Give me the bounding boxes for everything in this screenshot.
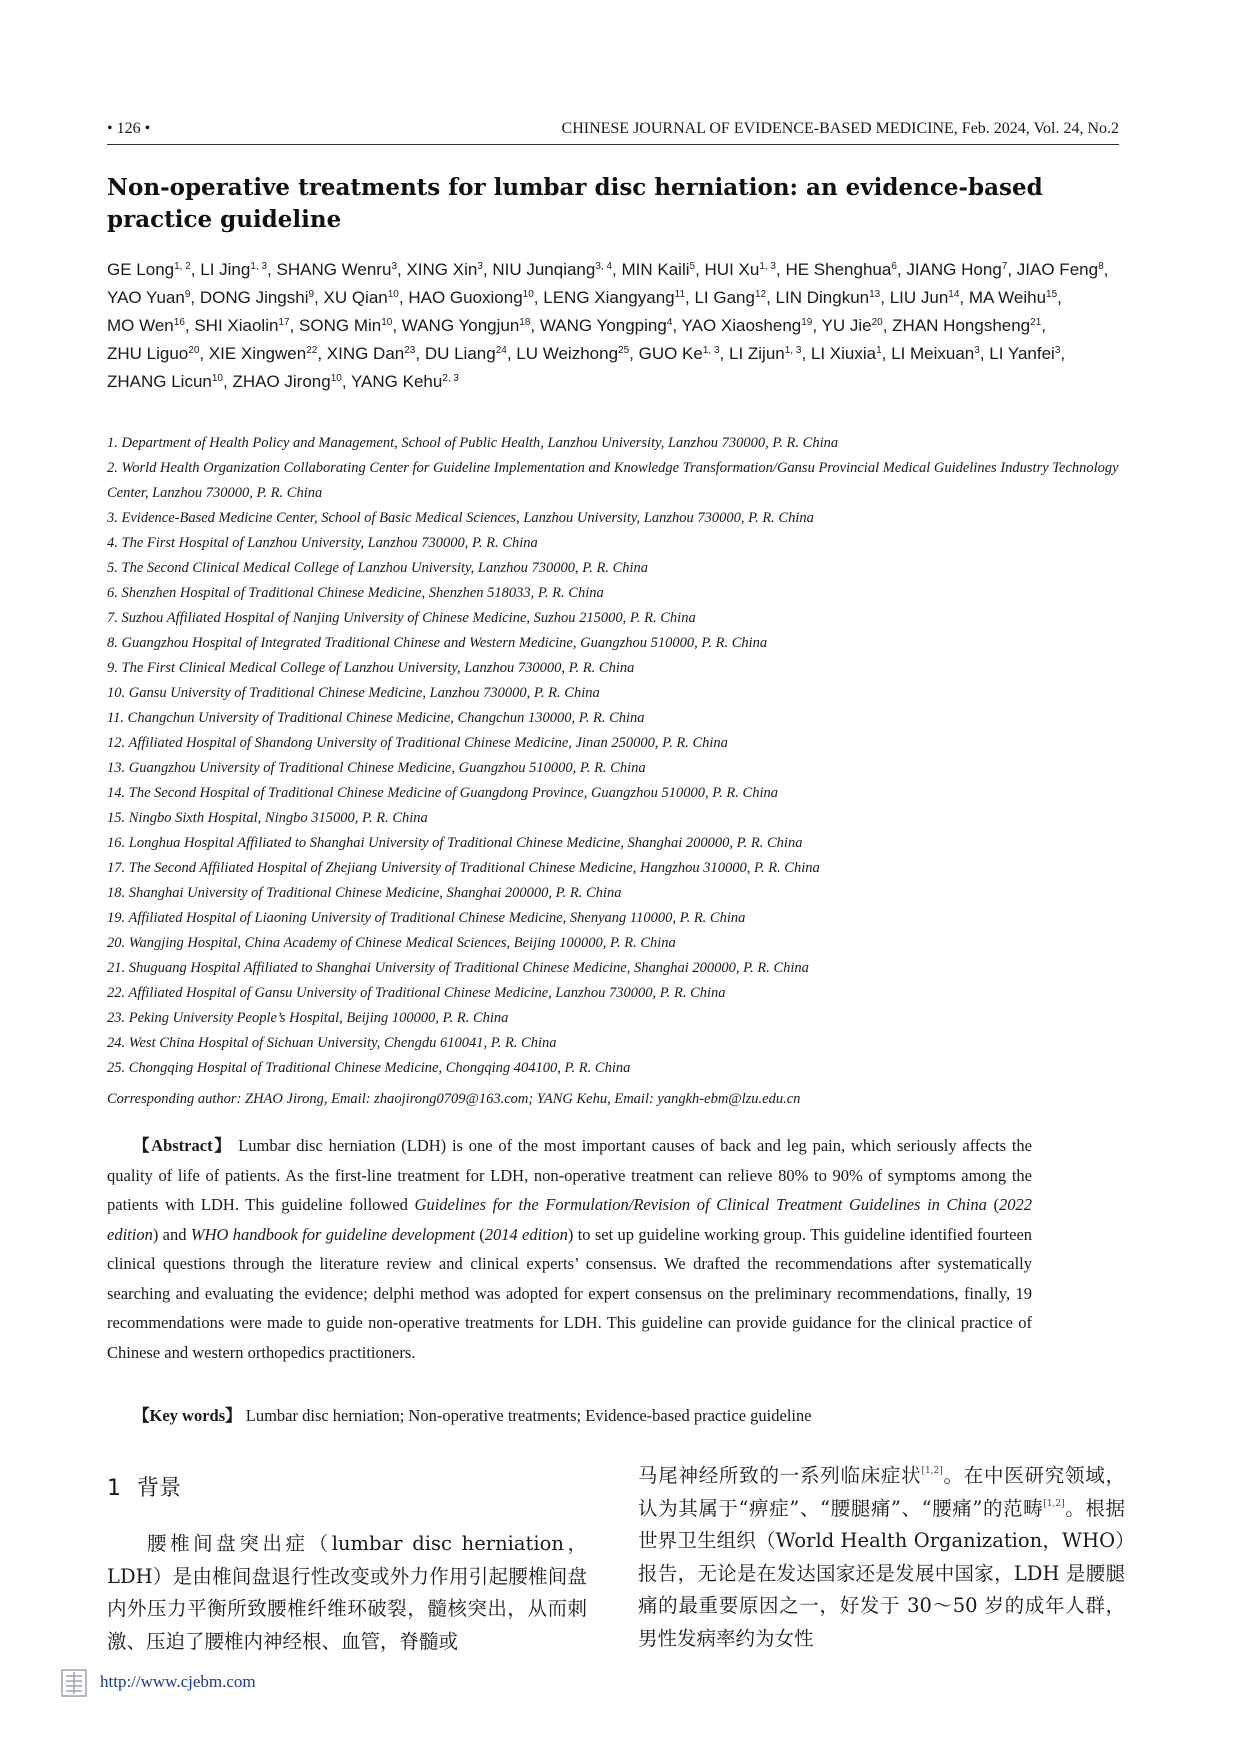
author-list: GE Long$^{1, 2}$, LI Jing$^{1, 3}$, SHANG Wenru$^3$, XING Xin$^3$, NIU Junqiang$^{3, 4}$, MIN Kaili$^5$, HUI Xu$^{1, 3}$, HE Shenghua$^6$, JIANG Hong$^7$, JIAO Feng$^8$, YAO Yuan$^9$, DONG Jingshi$^9$, XU Qian$^{10}$, HAO Guoxiong$^{10}$, LENG Xiangyang$^{11}$, LI Gang$^{12}$, LIN Dingkun$^{13}$, LIU Jun$^{14}$, MA Weihu$^{15}$, MO Wen$^{16}$, SHI Xiaolin$^{17}$, SONG Min$^{10}$, WANG Yongjun$^{18}$, WANG Yongping$^4$, YAO Xiaosheng$^{19}$, YU Jie$^{20}$, ZHAN Hongsheng$^{21}$, ZHU Liguo$^{20}$, XIE Xingwen$^{22}$, XING Dan$^{23}$, DU Liang$^{24}$, LU Weizhong$^{25}$, GUO Ke$^{1, 3}$, LI Zijun$^{1, 3}$, LI Xiuxia$^1$, LI Meixuan$^3$, LI Yanfei$^3$, ZHANG Licun$^{10}$, ZHAO Jirong$^{10}$, YANG Kehu$^{2, 3}$ bbox=[107, 260, 1109, 391]
journal-logo-icon bbox=[60, 1668, 88, 1698]
author-name: NIU Junqiang bbox=[492, 260, 596, 279]
author-affiliation-marker: 16 bbox=[173, 317, 185, 328]
author-name: LI Jing bbox=[200, 260, 251, 279]
affiliation-item: 1. Department of Health Policy and Management, School of Public Health, Lanzhou University, Lanzhou 730000, P. R. China bbox=[107, 435, 839, 451]
author-affiliation-marker: 18 bbox=[519, 317, 531, 328]
author-affiliation-marker: 19 bbox=[801, 317, 813, 328]
page-footer bbox=[60, 1668, 360, 1700]
author bbox=[107, 288, 190, 307]
author-name: SHI Xiaolin bbox=[194, 316, 279, 335]
affiliation-item: 10. Gansu University of Traditional Chinese Medicine, Lanzhou 730000, P. R. China bbox=[107, 685, 600, 701]
author-affiliation-marker: 3 bbox=[1054, 345, 1061, 356]
abstract-italic-edition-2: 2014 edition bbox=[484, 1224, 568, 1244]
author bbox=[408, 288, 533, 307]
author bbox=[621, 260, 695, 279]
author bbox=[969, 288, 1057, 307]
abstract-text: Lumbar disc herniation (LDH) is one of the most important causes of back and leg pain, which seriously affects the quality of life of patients. As the first-line treatment for LDH, non-operative treatment can relieve 80% to 90% of symptoms among the patients with LDH. This guideline followed bbox=[107, 1136, 1032, 1214]
author-affiliation-marker: 2, 3 bbox=[442, 373, 459, 384]
author bbox=[406, 260, 482, 279]
body-text: 马尾神经所致的一系列临床症状 bbox=[638, 1464, 922, 1487]
author bbox=[200, 288, 314, 307]
section-title: 背景 bbox=[137, 1476, 182, 1501]
abstract-italic-title-2: WHO handbook for guideline development bbox=[190, 1224, 475, 1244]
author-name: YAO Xiaosheng bbox=[681, 316, 802, 335]
author-affiliation-marker: 1, 3 bbox=[759, 261, 776, 272]
affiliation-item: 14. The Second Hospital of Traditional Chinese Medicine of Guangdong Province, Guangzhou 510000, P. R. China bbox=[107, 785, 778, 801]
journal-url-link[interactable]: http://www.cjebm.com bbox=[100, 1672, 256, 1691]
corresponding-author: Corresponding author: ZHAO Jirong, Email: zhaojirong0709@163.com; YANG Kehu, Email: yangkh-ebm@lzu.edu.cn bbox=[107, 1091, 801, 1107]
author-name: LI Meixuan bbox=[891, 344, 975, 363]
author-affiliation-marker: 1, 2 bbox=[174, 261, 191, 272]
author-name: MIN Kaili bbox=[621, 260, 690, 279]
keywords-label: 【Key words】 bbox=[133, 1406, 242, 1425]
author-affiliation-marker: 15 bbox=[1046, 289, 1058, 300]
author bbox=[299, 316, 392, 335]
author-affiliation-marker: 1, 3 bbox=[702, 345, 720, 356]
author-name: ZHAO Jirong bbox=[232, 372, 331, 391]
affiliation-item: 11. Changchun University of Traditional Chinese Medicine, Changchun 130000, P. R. China bbox=[107, 710, 645, 726]
affiliation-item: 12. Affiliated Hospital of Shandong University of Traditional Chinese Medicine, Jinan 250000, P. R. China bbox=[107, 735, 728, 751]
author-name: DU Liang bbox=[424, 344, 496, 363]
author-name: HAO Guoxiong bbox=[408, 288, 523, 307]
author-affiliation-marker: 20 bbox=[188, 345, 200, 356]
section-number: 1 bbox=[107, 1476, 121, 1501]
author-name: YU Jie bbox=[821, 316, 872, 335]
journal-citation: CHINESE JOURNAL OF EVIDENCE-BASED MEDICINE, Feb. 2024, Vol. 24, No.2 bbox=[561, 120, 1119, 137]
author-affiliation-marker: 5 bbox=[689, 261, 696, 272]
author-affiliation-marker: 1, 3 bbox=[250, 261, 268, 272]
author-name: XING Xin bbox=[406, 260, 478, 279]
running-header bbox=[107, 118, 1119, 144]
author-affiliation-marker: 1, 3 bbox=[784, 345, 802, 356]
author-name: ZHAN Hongsheng bbox=[892, 316, 1031, 335]
author-name: YAO Yuan bbox=[107, 288, 185, 307]
author bbox=[890, 288, 960, 307]
citation[interactable]: [1,2] bbox=[1043, 1498, 1065, 1509]
body-right-column bbox=[638, 1460, 1125, 1655]
author bbox=[811, 344, 882, 363]
author-name: WANG Yongping bbox=[539, 316, 667, 335]
author-affiliation-marker: 3 bbox=[391, 261, 397, 272]
affiliation-item: 18. Shanghai University of Traditional Chinese Medicine, Shanghai 200000, P. R. China bbox=[107, 885, 622, 901]
author bbox=[822, 316, 883, 335]
affiliation-item: 6. Shenzhen Hospital of Traditional Chinese Medicine, Shenzhen 518033, P. R. China bbox=[107, 585, 604, 601]
affiliation-item: 20. Wangjing Hospital, China Academy of Chinese Medical Sciences, Beijing 100000, P. R. China bbox=[107, 935, 676, 951]
affiliation-list bbox=[107, 431, 1127, 1081]
affiliation-item: 25. Chongqing Hospital of Traditional Chinese Medicine, Chongqing 404100, P. R. China bbox=[107, 1060, 631, 1076]
author-affiliation-marker: 13 bbox=[869, 289, 881, 300]
author bbox=[107, 260, 191, 279]
author-name: LI Yanfei bbox=[989, 344, 1055, 363]
article-title: Non-operative treatments for lumbar disc herniation: an evidence-based practice guideline bbox=[107, 174, 1043, 233]
author-affiliation-marker: 9 bbox=[184, 289, 191, 300]
abstract bbox=[107, 1131, 1032, 1367]
author-name: XU Qian bbox=[323, 288, 388, 307]
author bbox=[425, 344, 507, 363]
author-affiliation-marker: 8 bbox=[1098, 261, 1104, 272]
author-name: SONG Min bbox=[299, 316, 382, 335]
author-name: LI Zijun bbox=[729, 344, 785, 363]
author-name: LENG Xiangyang bbox=[543, 288, 675, 307]
author-affiliation-marker: 6 bbox=[891, 261, 897, 272]
author bbox=[892, 316, 1041, 335]
author-affiliation-marker: 4 bbox=[666, 317, 673, 328]
author-affiliation-marker: 7 bbox=[1001, 261, 1008, 272]
author bbox=[540, 316, 673, 335]
author-affiliation-marker: 10 bbox=[522, 289, 534, 300]
author-name: GUO Ke bbox=[638, 344, 703, 363]
author-name: YANG Kehu bbox=[350, 372, 443, 391]
author-affiliation-marker: 10 bbox=[211, 373, 223, 384]
author-name: GE Long bbox=[107, 260, 175, 279]
author-name: MA Weihu bbox=[968, 288, 1047, 307]
affiliation-item: 17. The Second Affiliated Hospital of Zhejiang University of Traditional Chinese Medicine, Hangzhou 310000, P. R. China bbox=[107, 860, 820, 876]
author bbox=[107, 344, 199, 363]
affiliation-item: 15. Ningbo Sixth Hospital, Ningbo 315000, P. R. China bbox=[107, 810, 428, 826]
author bbox=[276, 260, 397, 279]
author-name: JIAO Feng bbox=[1016, 260, 1099, 279]
author-affiliation-marker: 1 bbox=[876, 345, 882, 356]
author bbox=[200, 260, 267, 279]
affiliation-item: 3. Evidence-Based Medicine Center, School of Basic Medical Sciences, Lanzhou University, Lanzhou 730000, P. R. China bbox=[107, 510, 814, 526]
citation[interactable]: [1,2] bbox=[921, 1466, 943, 1476]
abstract-italic-edition-1: 2022 edition bbox=[107, 1195, 1032, 1244]
author-affiliation-marker: 24 bbox=[495, 345, 507, 356]
abstract-italic-title-1: Guidelines for the Formulation/Revision of Clinical Treatment Guidelines in China bbox=[414, 1195, 987, 1214]
author-affiliation-marker: 9 bbox=[308, 289, 315, 300]
author-name: ZHU Liguo bbox=[107, 344, 189, 363]
author bbox=[989, 344, 1060, 363]
author-name: SHANG Wenru bbox=[276, 260, 392, 279]
author bbox=[694, 288, 766, 307]
affiliation-item: 8. Guangzhou Hospital of Integrated Traditional Chinese and Western Medicine, Guangzhou 510000, P. R. China bbox=[107, 635, 768, 651]
body-left-column: 腰椎间盘突出症（lumbar disc herniation，LDH）是由椎间盘退行性改变或外力作用引起腰椎间盘内外压力平衡所致腰椎纤维环破裂，髓核突出，从而刺激、压迫了腰椎内神经根、血管，脊髓或 bbox=[107, 1532, 587, 1653]
author bbox=[776, 288, 881, 307]
affiliation-item: 16. Longhua Hospital Affiliated to Shanghai University of Traditional Chinese Medicine, Shanghai 200000, P. R. China bbox=[107, 835, 803, 851]
author-name: ZHANG Licun bbox=[107, 372, 212, 391]
body-text: 。根据世界卫生组织（World Health Organization，WHO）报告，无论是在发达国家还是发展中国家，LDH 是腰腿痛的最重要原因之一，好发于 30～50 岁的成年人群，男性发病率约为女性 bbox=[638, 1496, 1125, 1650]
author bbox=[705, 260, 776, 279]
author-affiliation-marker: 20 bbox=[871, 317, 883, 328]
author bbox=[516, 344, 629, 363]
author-name: JIANG Hong bbox=[906, 260, 1002, 279]
author bbox=[107, 372, 223, 391]
author bbox=[785, 260, 896, 279]
author-affiliation-marker: 12 bbox=[754, 289, 767, 300]
author-name: XIE Xingwen bbox=[208, 344, 307, 363]
author bbox=[107, 316, 185, 335]
affiliation-item: 9. The First Clinical Medical College of Lanzhou University, Lanzhou 730000, P. R. China bbox=[107, 660, 635, 676]
abstract-text: ( bbox=[986, 1195, 999, 1214]
author-affiliation-marker: 3 bbox=[477, 261, 483, 272]
author bbox=[543, 288, 685, 307]
author-name: HUI Xu bbox=[704, 260, 760, 279]
affiliation-item: 5. The Second Clinical Medical College of Lanzhou University, Lanzhou 730000, P. R. China bbox=[107, 560, 649, 576]
author bbox=[194, 316, 289, 335]
author-name: HE Shenghua bbox=[785, 260, 892, 279]
affiliation-item: 24. West China Hospital of Sichuan University, Chengdu 610041, P. R. China bbox=[107, 1035, 557, 1051]
author-affiliation-marker: 3 bbox=[974, 345, 980, 356]
author bbox=[891, 344, 980, 363]
author bbox=[324, 288, 399, 307]
affiliation-item: 13. Guangzhou University of Traditional Chinese Medicine, Guangzhou 510000, P. R. China bbox=[107, 760, 646, 776]
author bbox=[906, 260, 1007, 279]
author-name: LIN Dingkun bbox=[775, 288, 870, 307]
author bbox=[327, 344, 416, 363]
abstract-text: ) to set up guideline working group. This guideline identified fourteen clinical questions through the literature review and clinical experts’ consensus. We drafted the recommendations after systematically searching and evaluating the evidence; delphi method was adopted for expert consensus on the preliminary recommendations, finally, 19 recommendations were made to guide non-operative treatments for LDH. This guideline can provide guidance for the clinical practice of Chinese and western orthopedics practitioners. bbox=[107, 1224, 1033, 1362]
body-text: 。在中医研究领域，认为其属于“痹症”、“腰腿痛”、“腰痛”的范畴 bbox=[638, 1464, 1125, 1520]
author-name: LI Gang bbox=[694, 288, 755, 307]
section-heading bbox=[107, 1473, 181, 1505]
author-name: WANG Yongjun bbox=[401, 316, 520, 335]
author-affiliation-marker: 10 bbox=[330, 373, 342, 384]
abstract-text: ) and bbox=[152, 1224, 191, 1244]
author-affiliation-marker: 11 bbox=[674, 289, 686, 300]
affiliation-item: 7. Suzhou Affiliated Hospital of Nanjing University of Chinese Medicine, Suzhou 215000, P. R. China bbox=[107, 610, 696, 626]
affiliation-item: 22. Affiliated Hospital of Gansu University of Traditional Chinese Medicine, Lanzhou 730000, P. R. China bbox=[107, 985, 726, 1001]
keywords-text: Lumbar disc herniation; Non-operative treatments; Evidence-based practice guideline bbox=[241, 1406, 812, 1425]
author bbox=[232, 372, 341, 391]
author-affiliation-marker: 21 bbox=[1030, 317, 1042, 328]
author-affiliation-marker: 17 bbox=[278, 317, 290, 328]
author bbox=[1017, 260, 1104, 279]
author-affiliation-marker: 23 bbox=[404, 345, 416, 356]
author-name: LU Weizhong bbox=[516, 344, 619, 363]
affiliation-item: 19. Affiliated Hospital of Liaoning University of Traditional Chinese Medicine, Shenyang 110000, P. R. China bbox=[107, 910, 746, 926]
author bbox=[492, 260, 612, 279]
author bbox=[729, 344, 801, 363]
author bbox=[351, 372, 459, 391]
abstract-text: ( bbox=[474, 1224, 485, 1244]
author bbox=[682, 316, 813, 335]
affiliation-item: 23. Peking University People’s Hospital, Beijing 100000, P. R. China bbox=[107, 1010, 509, 1026]
author bbox=[639, 344, 720, 363]
author-affiliation-marker: 3, 4 bbox=[595, 261, 613, 272]
author-affiliation-marker: 14 bbox=[948, 289, 960, 300]
author-name: LI Xiuxia bbox=[810, 344, 877, 363]
keywords bbox=[107, 1402, 1032, 1430]
abstract-label: 【Abstract】 bbox=[133, 1136, 233, 1155]
affiliation-item: 4. The First Hospital of Lanzhou University, Lanzhou 730000, P. R. China bbox=[107, 535, 538, 551]
author-affiliation-marker: 25 bbox=[618, 345, 630, 356]
author-affiliation-marker: 10 bbox=[387, 289, 399, 300]
author-affiliation-marker: 10 bbox=[381, 317, 393, 328]
affiliation-item: 21. Shuguang Hospital Affiliated to Shanghai University of Traditional Chinese Medicine, Shanghai 200000, P. R. China bbox=[107, 960, 809, 976]
page-number: • 126 • bbox=[107, 120, 151, 137]
affiliation-item: 2. World Health Organization Collaborating Center for Guideline Implementation and Knowledge Transformation/Gansu Provincial Medical Guidelines Industry Technology Center, Lanzhou 730000, P. R. China bbox=[107, 460, 1119, 501]
author-affiliation-marker: 22 bbox=[306, 345, 318, 356]
author bbox=[402, 316, 531, 335]
author bbox=[209, 344, 317, 363]
header-rule bbox=[107, 144, 1119, 145]
author-name: MO Wen bbox=[107, 316, 174, 335]
author-name: LIU Jun bbox=[889, 288, 949, 307]
author-name: XING Dan bbox=[326, 344, 405, 363]
author-name: DONG Jingshi bbox=[199, 288, 309, 307]
